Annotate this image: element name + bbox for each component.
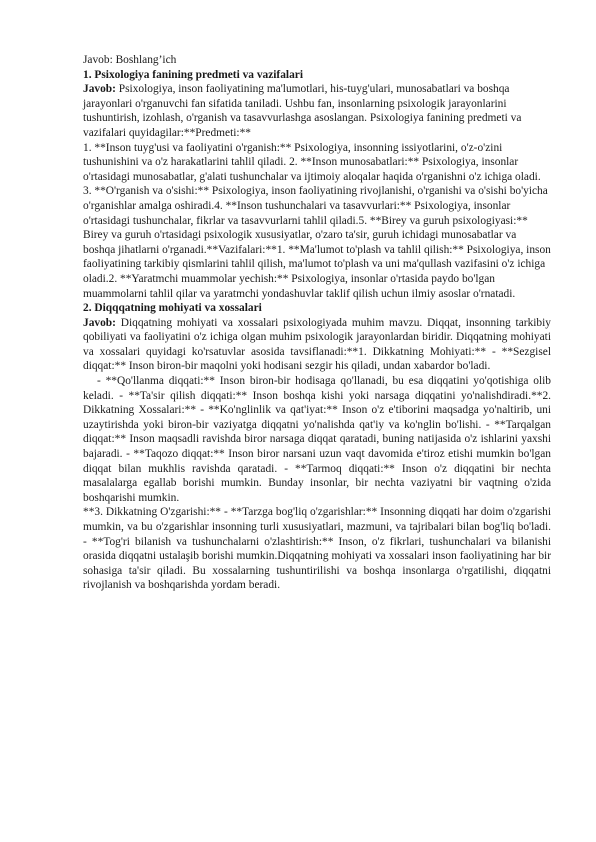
answer-label: Javob: [83,316,116,329]
section2-text-1: Diqqatning mohiyati va xossalari psixologiyada muhim mavzu. Diqqat, insonning tarkibiy qobiliyati va faoliyatini o'z ichiga olgan muhim psixologik jarayonlardan biridir. Diqqatning mohiyati va xossalari quyidagi ko'rsatuvlar asosida tavsiflanadi:**1. Dikkatning Mohiyati:** - **Sezgisel diqqat:** Inson biron-bir maqolni yoki hodisani sezgir his qiladi, undan xabardor bo'ladi. [83,316,551,373]
document-page [83,53,551,593]
section-heading-psixologiya: 1. Psixologiya fanining predmeti va vazifalari [83,68,304,81]
section-heading-diqqat: 2. Diqqqatning mohiyati va xossalari [83,302,262,315]
section2-paragraph-3: **3. Dikkatning O'zgarishi:** - **Tarzga bog'liq o'zgarishlar:** Insonning diqqati har doim o'zgarishi mumkin, va bu o'zgarishlar insonning turli xususiyatlari, mazmuni, va tajribalari bilan bog'liq bo'ladi. - **Tog'ri bilanish va tushunchalarni o'zlashtirish:** Inson, o'z fikrlari, tushunchalari va bilanishi orasida diqqatni ustalaşib borishi mumkin.Diqqatning mohiyati va xossalari inson faoliyatining har bir sohasiga ta'sir qiladi. Bu xossalarning tushuntirilishi va boshqa insonlarga o'rgatilishi, diqqatni rivojlanish va boshqarishda yordam beradi. [83,506,551,592]
section1-paragraph-3: 3. **O'rganish va o'sishi:** Psixologiya, inson faoliyatining rivojlanishi, o'rganishi va o'sishi bo'yicha o'rganishlar amalga oshiradi.4. **Inson tushunchalari va tasavvurlari:** Psixologiya, insonlar o'rtasidagi tushunchalar, fikrlar va tasavvurlarni tahlil qiladi.5. **Birey va guruh psixologiyasi:** Birey va guruh o'rtasidagi psixologik xususiyatlar, o'zaro ta'sir, guruh ichidagi munosabatlar va boshqa jihatlarni o'rganadi.**Vazifalari:**1. **Ma'lumot to'plash va tahlil qilish:** Psixologiya, inson faoliyatining tarkibiy qismlarini tahlil qilish, ma'lumot to'plash va uni ma'qullash vazifasini o'z ichiga oladi.2. **Yaratmchi muammolar yechish:** Psixologiya, insonlar o'rtasida paydo bo'lgan muammolarni tahlil qilar va yaratmchi yondashuvlar taklif qilish uchun ilmiy asoslar o'rnatadi. [83,185,551,300]
section1-paragraph-2: 1. **Inson tuyg'usi va faoliyatini o'rganish:** Psixologiya, insonning issiyotlarini, o'z-o'zini tushunishini va o'z harakatlarini tahlil qiladi. 2. **Inson munosabatlari:** Psixologiya, insonlar o'rtasidagi munosabatlar, g'alati tushunchalar va ijtimoiy aloqalar haqida o'rganishni o'z ichiga oladi. [83,141,541,183]
section1-text-1: Psixologiya, inson faoliyatining ma'lumotlari, his-tuyg'ulari, munosabatlari va boshqa jarayonlari o'rganuvchi fan sifatida taniladi. Ushbu fan, insonlarning psixologik jarayonlarini tushuntirish, izohlash, o'rganish va tasavvurlashga asoslangan. Psixologiya fanining predmeti va vazifalari quyidagilar:**Predmeti:** [83,83,522,139]
section2-paragraph-2: - **Qo'llanma diqqati:** Inson biron-bir hodisaga qo'llanadi, bu esa diqqatini yo'qotishiga olib keladi. - **Ta'sir qilish diqqati:** Inson boshqa kishi yoki narsaga diqqatini yo'nalishdiradi.**2. Dikkatning Xossalari:** - **Ko'nglinlik va qat'iyat:** Inson o'z e'tiborini maqsadga yo'naltirib, uni uzaytirishda yoki biron-bir vaziyatga diqqatni yo'nalishda qat'iy va ko'nglin bo'lishi. - **Tarqalgan diqqat:** Inson maqsadli ravishda biror narsaga diqqat qaratadi, buning natijasida o'z ishlarini yaxshi bajaradi. - **Taqozo diqqat:** Inson biror narsani uzun vaqt davomida e'tiroz etishi mumkin bo'lgan diqqat bilan mukhlis ravishda qaratadi. - **Tarmoq diqqati:** Inson o'z diqqatini bir nechta masalalarga egallab borishi mumkin. Bunday insonlar, bir nechta vaziyatni bir vaqtning o'zida boshqarishi mumkin. [83,375,551,504]
section2-paragraph-1 [83,316,551,374]
document-header: Javob: Boshlang’ich [83,54,177,66]
section1-paragraph-1 [83,82,551,140]
answer-label: Javob: [83,83,116,96]
